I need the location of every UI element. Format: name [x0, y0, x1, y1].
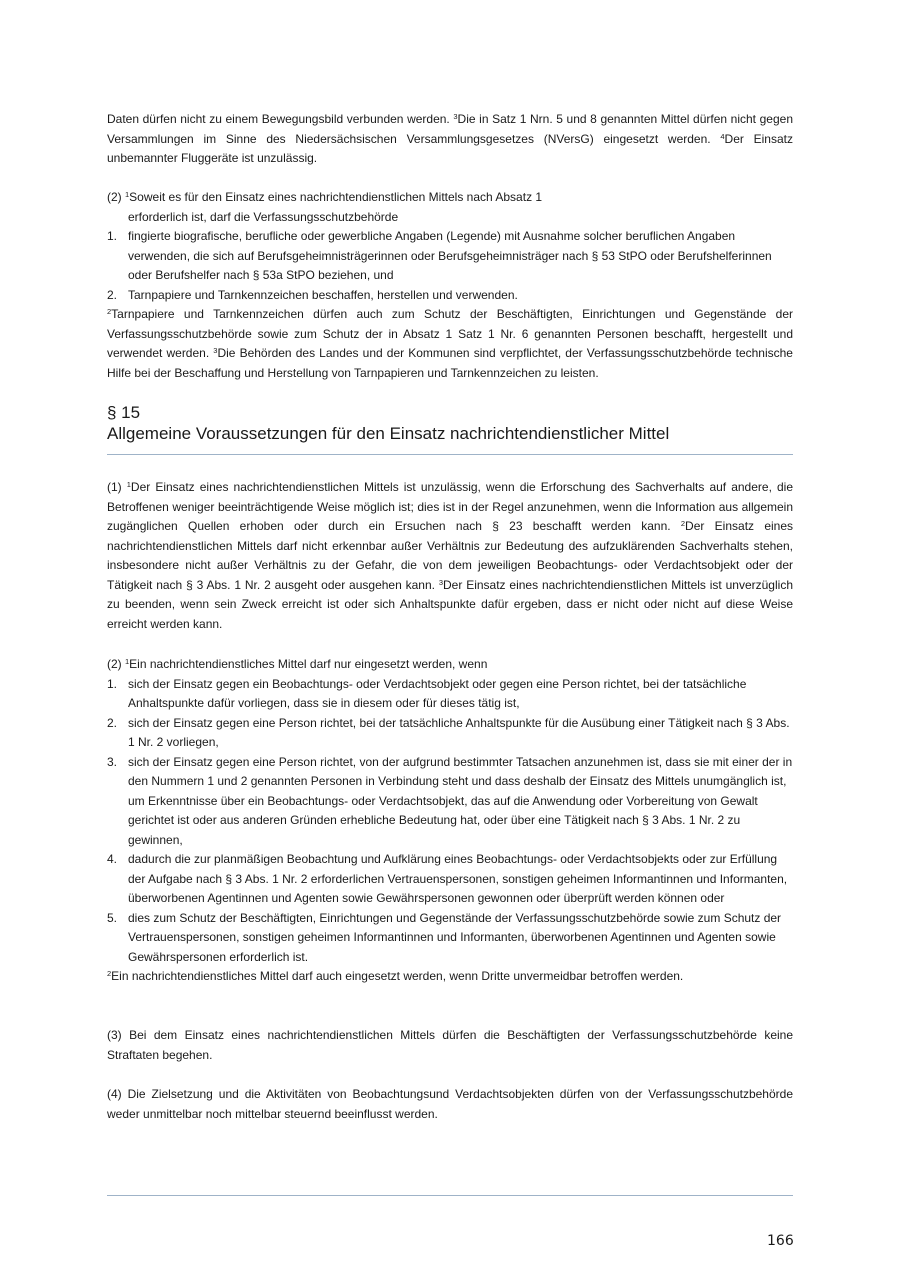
- sentence-marker: 3: [213, 346, 218, 355]
- list-number: 1.: [107, 229, 118, 243]
- sentence-marker: 1: [126, 480, 131, 489]
- list-number: 4.: [107, 852, 118, 866]
- s15-abs1-b: Der Einsatz eines nachrichtendienstlichen Mittels darf nicht erkennbar außer Verhältnis zur Bedeutung des aufzuklärenden Sachverhalts stehen, insbesondere nicht außer Verhältnis zu der Gefahr, die von dem jeweiligen Beobachtungs- oder Verdachtsobjekt oder der Tätigkeit nach § 3 Abs. 1 Nr. 2 ausgeht oder ausgehen kann.: [107, 519, 794, 592]
- abs-prefix: (2): [107, 657, 125, 671]
- list-number: 2.: [107, 287, 118, 302]
- s15-abs2-tail-text: Ein nachrichtendienstliches Mittel darf auch eingesetzt werden, wenn Dritte unvermeidbar betroffen werden.: [111, 969, 684, 983]
- abs2-tail: [107, 305, 793, 383]
- list-number: 3.: [107, 754, 118, 769]
- s15-abs1-a: Der Einsatz eines nachrichtendienstlichen Mittels ist unzulässig, wenn die Erforschung des Sachverhalts auf andere, die Betroffenen weniger beeinträchtigende Weise möglich ist; dies ist in der Regel anzunehmen, wenn die Information aus allgemein zugänglichen Quellen erhoben oder durch ein Ersuchen nach § 23 beschafft werden kann.: [107, 480, 794, 533]
- page-number: 166: [767, 1233, 794, 1249]
- intro-text-a: Daten dürfen nicht zu einem Bewegungsbild verbunden werden.: [107, 112, 454, 126]
- list-text: sich der Einsatz gegen ein Beobachtungs- oder Verdachtsobjekt oder gegen eine Person richtet, bei der tatsächliche Anhaltspunkte dafür vorliegen, dass sie in diesem oder für dieses tätig ist,: [128, 676, 747, 710]
- s15-paragraph-4: (4) Die Zielsetzung und die Aktivitäten von Beobachtungsund Verdachtsobjekten dürfen von der Verfassungsschutzbehörde weder unmittelbar noch mittelbar steuernd beeinflusst werden.: [107, 1087, 793, 1121]
- sentence-marker: 3: [453, 112, 458, 121]
- section-title: Allgemeine Voraussetzungen für den Einsatz nachrichtendienstlicher Mittel: [107, 424, 670, 443]
- s15-abs2-tail: [107, 967, 793, 987]
- sentence-marker: 3: [438, 577, 444, 587]
- sentence-marker: 2: [680, 519, 686, 528]
- list-text: Tarnpapiere und Tarnkennzeichen beschaffen, herstellen und verwenden.: [128, 287, 518, 302]
- sentence-marker: 1: [125, 657, 130, 666]
- list-number: 2.: [107, 715, 118, 730]
- list-text: sich der Einsatz gegen eine Person richtet, von der aufgrund bestimmter Tatsachen anzunehmen ist, dass sie mit einer der in den Nummern 1 und 2 genannten Personen in Verbindung steht und dass deshalb der Einsatz des Mittels unumgänglich ist, um Erkenntnisse über ein Beobachtungs- oder Verdachtsobjekt, das auf die Anwendung oder Vorbereitung von Gewalt gerichtet ist oder aus anderen Gründen erhebliche Bedeutung hat, oder über eine Tätigkeit nach § 3 Abs. 1 Nr. 2 zu gewinnen,: [128, 754, 793, 847]
- section-heading: [107, 402, 793, 444]
- list-item: [107, 753, 793, 851]
- intro-text-b: Die in Satz 1 Nrn. 5 und 8 genannten Mittel dürfen nicht gegen Versammlungen im Sinne des Niedersächsischen Versammlungsgesetzes (NVersG) eingesetzt werden.: [107, 112, 793, 146]
- intro-paragraph: [107, 110, 793, 169]
- list-item: [107, 286, 793, 306]
- list-text: dies zum Schutz der Beschäftigten, Einrichtungen und Gegenstände der Verfassungsschutzbehörde sowie zum Schutz der Vertrauenspersonen, sonstigen geheimen Informantinnen und Informanten, überworbenen Agentinnen und Agenten sowie Gewährspersonen erforderlich ist.: [128, 910, 782, 964]
- list-text: fingierte biografische, berufliche oder gewerbliche Angaben (Legende) mit Ausnahme solcher beruflichen Angaben verwenden, die sich auf Berufsgeheimnisträgerinnen oder Berufsgeheimnisträger nach § 53 StPO oder Berufshelferinnen oder Berufshelfer nach § 53a StPO beziehen, und: [128, 229, 772, 282]
- list-item: [107, 227, 793, 286]
- abs2-lead-text: Soweit es für den Einsatz eines nachrichtendienstlichen Mittels nach Absatz 1: [129, 190, 543, 204]
- list-item: [107, 850, 793, 909]
- sentence-marker: 1: [125, 190, 130, 199]
- section-divider: [107, 454, 793, 455]
- list-number: 5.: [107, 910, 118, 925]
- sentence-marker: 2: [107, 969, 112, 978]
- abs2-prefix: (2): [107, 190, 125, 204]
- abs2-tail-a: Tarnpapiere und Tarnkennzeichen dürfen auch zum Schutz der Beschäftigten, Einrichtungen und Gegenstände der Verfassungsschutzbehörde sowie zum Schutz der in Absatz 1 Satz 1 Nr. 6 genannten Personen beschafft, hergestellt und verwendet werden.: [107, 307, 793, 360]
- abs2-tail-b: Die Behörden des Landes und der Kommunen sind verpflichtet, der Verfassungsschutzbehörde technische Hilfe bei der Beschaffung und Herstellung von Tarnpapieren und Tarnkennzeichen zu leisten.: [107, 346, 793, 380]
- list-item: [107, 909, 793, 968]
- sentence-marker: 4: [720, 131, 725, 141]
- s15-paragraph-3: (3) Bei dem Einsatz eines nachrichtendienstlichen Mittels dürfen die Beschäftigten der Verfassungsschutzbehörde keine Straftaten begehen.: [107, 1028, 793, 1062]
- list-text: dadurch die zur planmäßigen Beobachtung und Aufklärung eines Beobachtungs- oder Verdachtsobjekts oder zur Erfüllung der Aufgabe nach § 3 Abs. 1 Nr. 2 erforderlichen Vertrauenspersonen, sonstigen geheimen Informantinnen und Informanten, überworbenen Agentinnen und Agenten sowie Gewährspersonen gewonnen oder überprüft werden können oder: [128, 852, 788, 905]
- list-number: 1.: [107, 676, 118, 691]
- s15-paragraph-2: [107, 655, 793, 987]
- list-item: [107, 675, 793, 714]
- s15-abs2-lead-text: Ein nachrichtendienstliches Mittel darf nur eingesetzt werden, wenn: [129, 657, 488, 671]
- s15-abs1-c: Der Einsatz eines nachrichtendienstlichen Mittels ist unverzüglich zu beenden, wenn sein Zweck erreicht ist oder sich Anhaltspunkte dafür ergeben, dass er nicht oder nicht auf diese Weise erreicht werden kann.: [107, 577, 793, 631]
- intro-text-c: Der Einsatz unbemannter Fluggeräte ist unzulässig.: [107, 131, 793, 165]
- abs-prefix: (1): [107, 480, 127, 494]
- sentence-marker: 2: [107, 307, 112, 316]
- s15-paragraph-1: [107, 478, 793, 634]
- abs2-lead: [107, 188, 793, 208]
- footer-divider: [107, 1195, 793, 1196]
- list-text: sich der Einsatz gegen eine Person richtet, bei der tatsächliche Anhaltspunkte für die Ausübung einer Tätigkeit nach § 3 Abs. 1 Nr. 2 vorliegen,: [128, 715, 790, 749]
- abs2-lead-cont: erforderlich ist, darf die Verfassungsschutzbehörde: [128, 209, 399, 224]
- list-item: [107, 714, 793, 753]
- paragraph-abs2: [107, 188, 793, 383]
- s15-abs2-lead: [107, 655, 793, 675]
- section-number: § 15: [107, 403, 141, 422]
